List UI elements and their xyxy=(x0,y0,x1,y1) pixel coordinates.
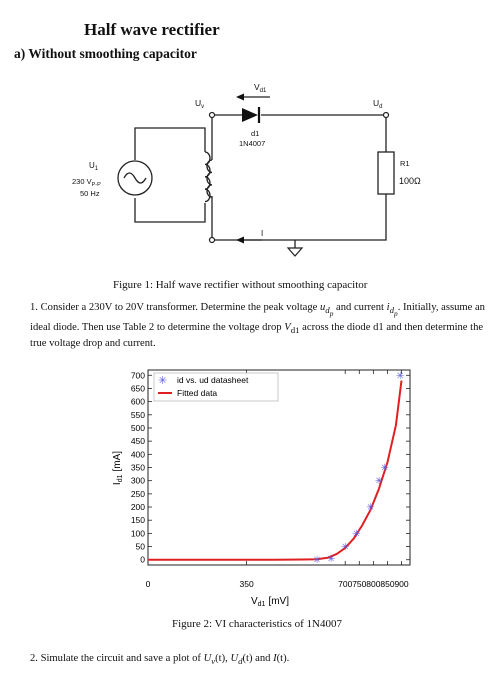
current-arrow-icon xyxy=(236,237,244,244)
x-tick-label: 900 xyxy=(394,579,409,589)
y-tick-label: 550 xyxy=(130,409,145,420)
y-tick-label: 650 xyxy=(130,383,145,394)
x-tick-label: 850 xyxy=(380,579,395,589)
diode-voltage-label: $V_{d1}$ xyxy=(254,82,267,94)
uv-label: $U_v$ xyxy=(195,98,205,110)
diode-name: d1 xyxy=(251,129,260,138)
diode-part: 1N4007 xyxy=(239,139,266,148)
y-tick-label: 500 xyxy=(130,422,145,433)
resistor-value: 100Ω xyxy=(399,176,421,186)
y-tick-label: 200 xyxy=(130,502,145,513)
datasheet-point: ✳ xyxy=(380,463,389,474)
ground-icon xyxy=(288,248,302,256)
datasheet-point: ✳ xyxy=(395,370,405,382)
datasheet-point: ✳ xyxy=(326,553,336,565)
circuit-diagram xyxy=(0,70,503,270)
y-tick-label: 450 xyxy=(130,436,145,447)
datasheet-point: ✳ xyxy=(366,502,375,514)
source-voltage: 230 $V_{P-P}$ xyxy=(72,177,101,188)
x-axis-label: $V_{d1}$ [mV] xyxy=(250,596,290,608)
datasheet-point: ✳ xyxy=(341,542,350,554)
resistor-name: R1 xyxy=(400,159,410,168)
current-label: I xyxy=(261,229,264,238)
x-tick-label: 350 xyxy=(239,579,254,589)
x-tick-label: 750 xyxy=(352,579,367,589)
figure2-caption: Figure 2: VI characteristics of 1N4007 xyxy=(172,618,342,630)
y-tick-label: 350 xyxy=(130,462,145,473)
question-2: 2. Simulate the circuit and save a plot of $U_v(t)$, $U_d(t)$ and I(t). xyxy=(30,653,290,667)
ud-label: $U_d$ xyxy=(373,98,383,110)
y-tick-label: 150 xyxy=(130,515,145,526)
legend xyxy=(154,373,278,401)
figure1-caption: Figure 1: Half wave rectifier without smoothing capacitor xyxy=(113,279,368,291)
x-tick-label: 0 xyxy=(145,579,151,589)
datasheet-point: ✳ xyxy=(352,528,361,540)
legend-marker-icon: ✳ xyxy=(158,375,168,387)
legend-entry-datasheet: id vs. ud datasheet xyxy=(177,375,249,385)
y-tick-label: 400 xyxy=(130,449,145,460)
section-heading: a) Without smoothing capacitor xyxy=(14,46,197,61)
legend-entry-fitted: Fitted data xyxy=(177,388,218,398)
vi-characteristic-chart xyxy=(0,360,503,610)
source-frequency: 50 Hz xyxy=(80,189,100,198)
y-axis-label: $I_{d1}[mA]$ xyxy=(112,450,124,486)
question-1: 1. Consider a 230V to 20V transformer. Determine the peak voltage $u_{d_p}$ and current $i_{d_p}$. Initially, assume an ideal diode. Then use Table 2 to determine the voltage drop $V_{d1}$ across the diode d1 and then determine the true voltage drop and current. xyxy=(30,302,485,349)
source-label: $U_1$ xyxy=(89,161,99,172)
x-tick-label: 800 xyxy=(366,579,381,589)
diode-symbol xyxy=(242,108,258,122)
x-tick-label: 700 xyxy=(338,579,353,589)
y-tick-label: 250 xyxy=(130,488,145,499)
y-tick-label: 600 xyxy=(130,396,145,407)
voltage-arrow-icon xyxy=(236,94,244,101)
y-tick-label: 100 xyxy=(130,528,145,539)
resistor-symbol xyxy=(378,152,394,194)
y-tick-label: 0 xyxy=(140,554,145,565)
datasheet-point: ✳ xyxy=(374,476,384,488)
datasheet-point: ✳ xyxy=(312,554,322,566)
y-tick-label: 50 xyxy=(135,541,145,552)
page-title: Half wave rectifier xyxy=(84,20,220,39)
y-tick-label: 300 xyxy=(130,475,145,486)
y-tick-label: 700 xyxy=(130,370,145,381)
